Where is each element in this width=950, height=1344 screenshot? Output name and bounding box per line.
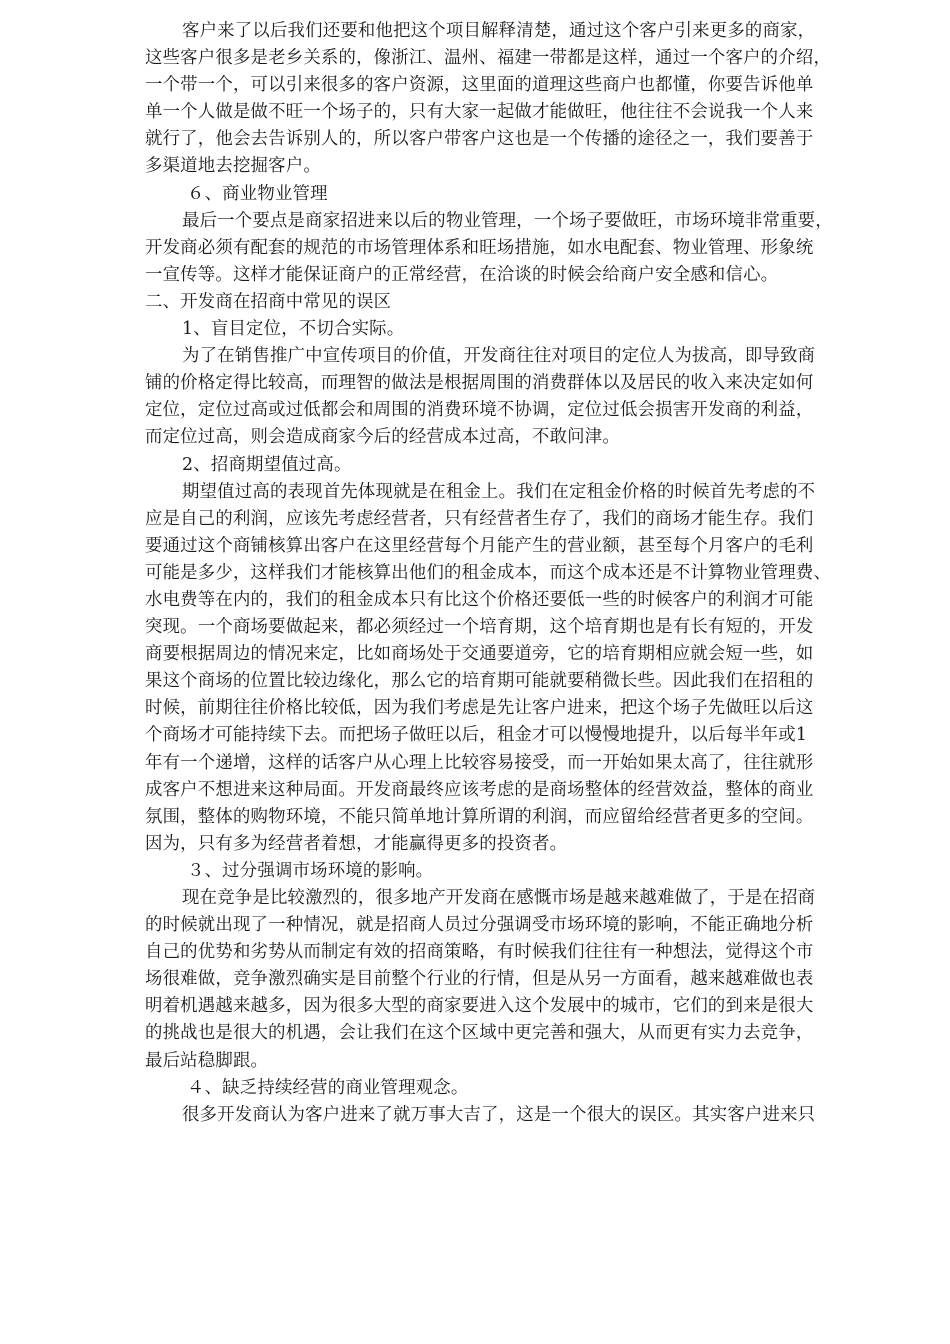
text-line: 突现。一个商场要做起来，都必须经过一个培育期，这个培育期也是有长有短的，开发 — [145, 617, 814, 638]
text-line: 最后站稳脚跟。 — [145, 1050, 269, 1071]
document-page — [145, 18, 885, 1129]
text-line: 年有一个递增，这样的话客户从心理上比较容易接受，而一开始如果太高了，往往就形 — [145, 752, 814, 773]
text-line: 客户来了以后我们还要和他把这个项目解释清楚，通过这个客户引来更多的商家， — [182, 21, 816, 41]
text-line: 氛围，整体的购物环境，不能只简单地计算所谓的利润，而应留给经营者更多的空间。 — [145, 806, 814, 827]
text-line: ３、过分强调市场环境的影响。 — [187, 860, 434, 881]
text-line: 一个带一个，可以引来很多的客户资源，这里面的道理这些商户也都懂，你要告诉他单 — [145, 75, 814, 96]
paragraph — [145, 1102, 885, 1129]
text-line: ４、缺乏持续经营的商业管理观念。 — [187, 1077, 469, 1098]
paragraph — [145, 18, 885, 181]
paragraph — [145, 479, 885, 858]
text-line: 要通过这个商铺核算出客户在这里经营每个月能产生的营业额，甚至每个月客户的毛利 — [145, 535, 814, 556]
text-line: 而定位过高，则会造成商家今后的经营成本过高，不敢问津。 — [145, 427, 620, 448]
text-line: 一宣传等。这样才能保证商户的正常经营，在洽谈的时候会给商户安全感和信心。 — [145, 264, 779, 285]
text-line: 定位，定位过高或过低都会和周围的消费环境不协调，定位过低会损害开发商的利益， — [145, 400, 814, 421]
text-line: 期望值过高的表现首先体现就是在租金上。我们在定租金价格的时候首先考虑的不 — [182, 481, 816, 502]
paragraph — [145, 452, 885, 479]
paragraph — [145, 208, 885, 289]
text-line: 场很难做，竞争激烈确实是目前整个行业的行情，但是从另一方面看，越来越难做也表 — [145, 969, 814, 990]
text-line: 多渠道地去挖掘客户。 — [145, 156, 321, 177]
text-line: 开发商必须有配套的规范的市场管理体系和旺场措施，如水电配套、物业管理、形象统 — [145, 237, 814, 258]
subsection-heading — [145, 181, 885, 208]
text-line: 最后一个要点是商家招进来以后的物业管理，一个场子要做旺，市场环境非常重要， — [182, 210, 833, 231]
paragraph — [145, 343, 885, 451]
text-line: 铺的价格定得比较高，而理智的做法是根据周围的消费群体以及居民的收入来决定如何 — [145, 373, 814, 394]
text-line: 二、开发商在招商中常见的误区 — [145, 291, 392, 312]
paragraph — [145, 316, 885, 343]
text-line: 成客户不想进来这种局面。开发商最终应该考虑的是商场整体的经营效益，整体的商业 — [145, 779, 814, 800]
text-line: 商要根据周边的情况来定，比如商场处于交通要道旁，它的培育期相应就会短一些，如 — [145, 644, 814, 665]
text-line: 现在竞争是比较激烈的，很多地产开发商在感慨市场是越来越难做了，于是在招商 — [182, 888, 816, 908]
subsection-heading — [145, 1075, 885, 1102]
subsection-heading — [145, 858, 885, 885]
text-line: 1、盲目定位，不切合实际。 — [182, 319, 405, 340]
text-line: 时候，前期往往价格比较低，因为我们考虑是先让客户进来，把这个场子先做旺以后这 — [145, 698, 814, 719]
text-line: 很多开发商认为客户进来了就万事大吉了，这是一个很大的误区。其实客户进来只 — [182, 1104, 816, 1125]
text-line: 应是自己的利润，应该先考虑经营者，只有经营者生存了，我们的商场才能生存。我们 — [145, 508, 814, 529]
text-line: 2、招商期望值过高。 — [182, 454, 352, 475]
text-line: ６、商业物业管理 — [187, 183, 328, 204]
text-line: 单一个人做是做不旺一个场子的，只有大家一起做才能做旺，他往往不会说我一个人来 — [145, 102, 814, 123]
text-line: 因为，只有多为经营者着想，才能赢得更多的投资者。 — [145, 833, 568, 854]
paragraph — [145, 885, 885, 1075]
section-heading — [145, 289, 885, 316]
text-line: 个商场才可能持续下去。而把场子做旺以后，租金才可以慢慢地提升，以后每半年或1 — [145, 725, 808, 746]
text-line: 明着机遇越来越多，因为很多大型的商家要进入这个发展中的城市，它们的到来是很大 — [145, 996, 814, 1017]
text-line: 水电费等在内的，我们的租金成本只有比这个价格还要低一些的时候客户的利润才可能 — [145, 589, 814, 610]
text-line: 自己的优势和劣势从而制定有效的招商策略，有时候我们往往有一种想法，觉得这个市 — [145, 942, 814, 963]
text-line: 就行了，他会去告诉别人的，所以客户带客户这也是一个传播的途径之一，我们要善于 — [145, 129, 814, 150]
text-line: 这些客户很多是老乡关系的，像浙江、温州、福建一带都是这样，通过一个客户的介绍， — [145, 48, 832, 69]
text-line: 的时候就出现了一种情况，就是招商人员过分强调受市场环境的影响，不能正确地分析 — [145, 915, 814, 936]
text-line: 果这个商场的位置比较边缘化，那么它的培育期可能就要稍微长些。因此我们在招租的 — [145, 671, 814, 692]
text-line: 的挑战也是很大的机遇，会让我们在这个区域中更完善和强大，从而更有实力去竞争， — [145, 1023, 814, 1044]
text-line: 可能是多少，这样我们才能核算出他们的租金成本，而这个成本还是不计算物业管理费、 — [145, 562, 832, 583]
text-line: 为了在销售推广中宣传项目的价值，开发商往往对项目的定位人为拔高，即导致商 — [182, 346, 816, 367]
